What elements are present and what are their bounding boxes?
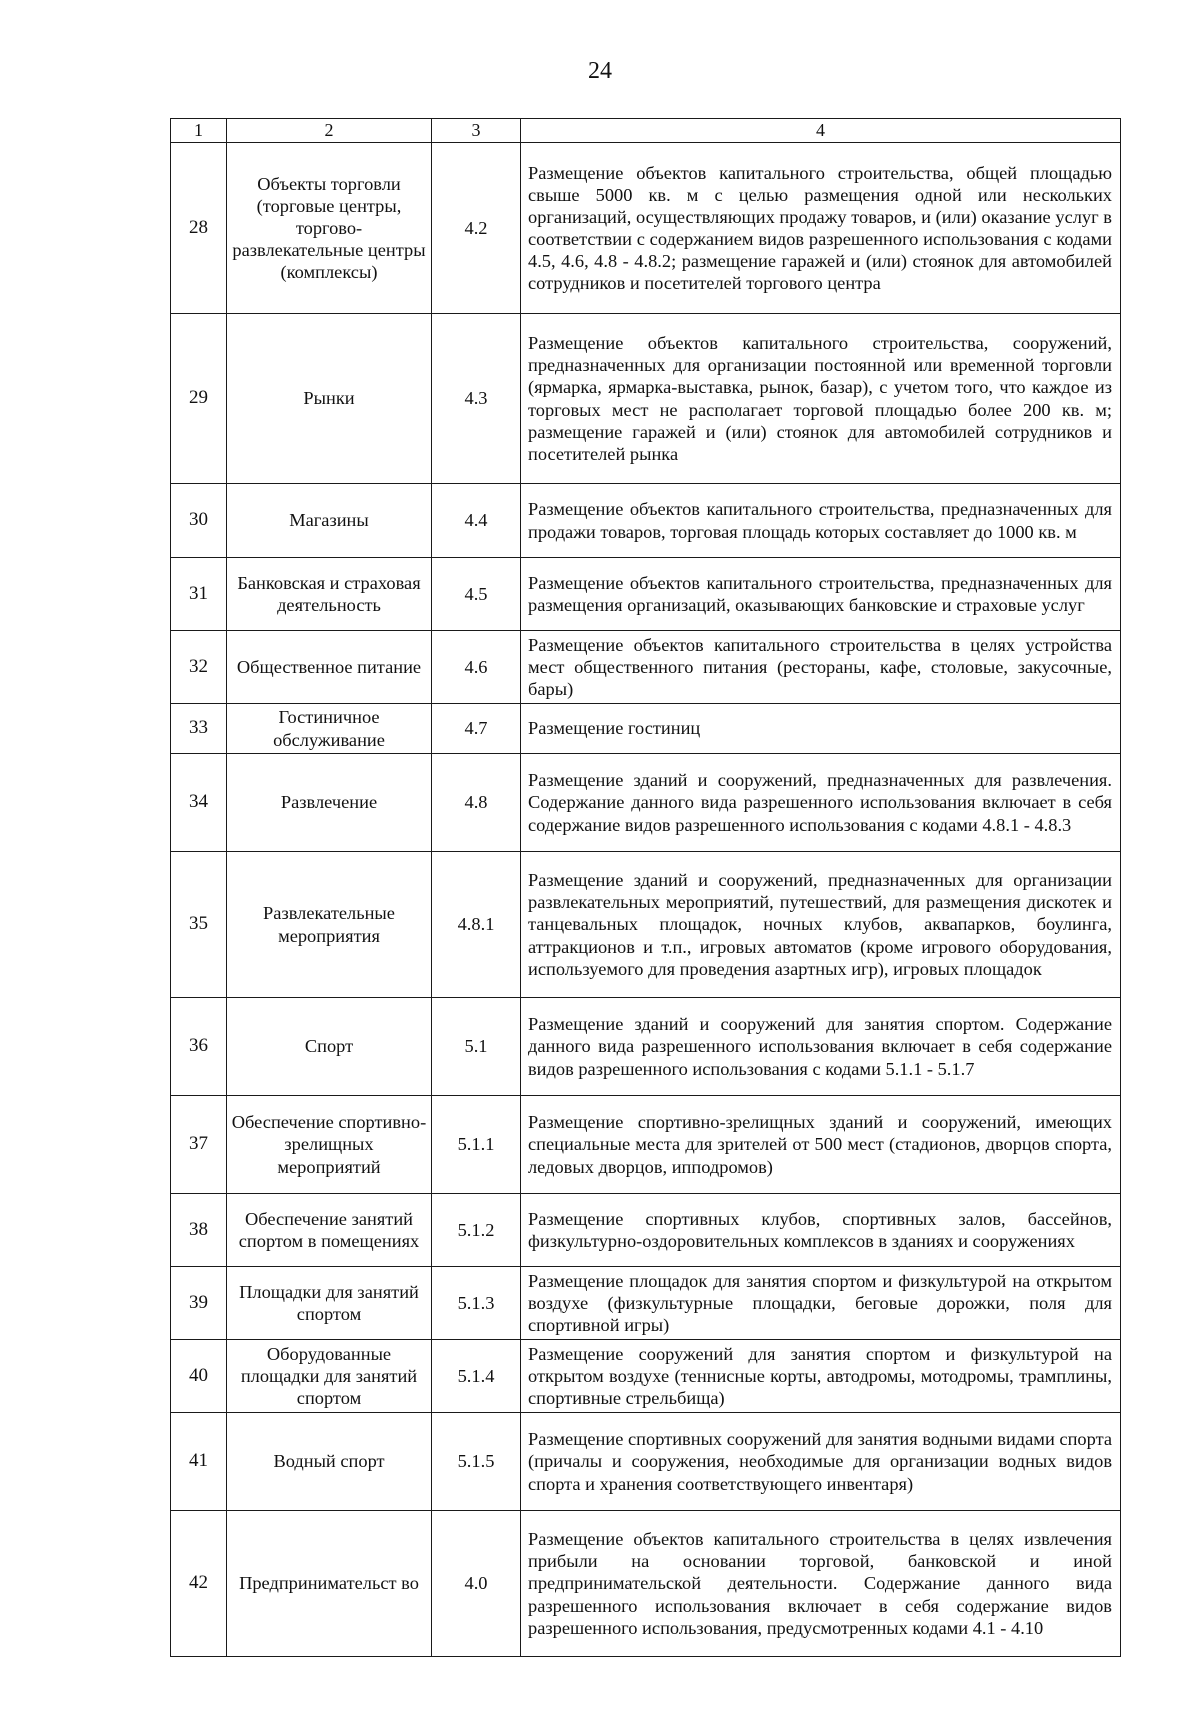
row-code: 4.0 [432,1511,521,1657]
table-row [171,143,1121,314]
column-header-code: 3 [432,119,521,143]
row-description: Размещение спортивных клубов, спортивных залов, бассейнов, физкультурно-оздоровительных комплексов в зданиях и сооружениях [521,1194,1121,1267]
land-use-table [170,118,1121,1657]
row-number: 41 [171,1413,227,1511]
row-description: Размещение объектов капитального строительства в целях устройства мест общественного питания (рестораны, кафе, столовые, закусочные, бары) [521,631,1121,704]
row-code: 5.1.1 [432,1096,521,1194]
row-number: 28 [171,143,227,314]
row-description: Размещение объектов капитального строительства, сооружений, предназначенных для организации постоянной или временной торговли (ярмарка, ярмарка-выставка, рынок, базар), с учетом того, что каждое из торговых мест не располагает торговой площадью более 200 кв. м; размещение гаражей и (или) стоянок для автомобилей сотрудников и посетителей рынка [521,314,1121,484]
row-code: 5.1.5 [432,1413,521,1511]
row-code: 4.8.1 [432,852,521,998]
column-header-name: 2 [227,119,432,143]
row-description: Размещение гостиниц [521,704,1121,754]
row-description: Размещение объектов капитального строительства, предназначенных для размещения организаций, оказывающих банковские и страховые услуг [521,558,1121,631]
row-code: 4.8 [432,754,521,852]
row-number: 30 [171,484,227,558]
row-description: Размещение сооружений для занятия спортом и физкультурой на открытом воздухе (теннисные корты, автодромы, мотодромы, трамплины, спортивные стрельбища) [521,1340,1121,1413]
row-number: 34 [171,754,227,852]
row-name: Предпринимательст во [227,1511,432,1657]
row-description: Размещение объектов капитального строительства, предназначенных для продажи товаров, торговая площадь которых составляет до 1000 кв. м [521,484,1121,558]
row-code: 4.3 [432,314,521,484]
row-number: 32 [171,631,227,704]
row-description: Размещение зданий и сооружений для занятия спортом. Содержание данного вида разрешенного использования включает в себя содержание видов разрешенного использования с кодами 5.1.1 - 5.1.7 [521,998,1121,1096]
row-name: Магазины [227,484,432,558]
row-number: 35 [171,852,227,998]
row-number: 33 [171,704,227,754]
table-row [171,1413,1121,1511]
row-name: Водный спорт [227,1413,432,1511]
row-name: Развлечение [227,754,432,852]
row-description: Размещение зданий и сооружений, предназначенных для развлечения. Содержание данного вида разрешенного использования включает в себя содержание видов разрешенного использования с кодами 4.8.1 - 4.8.3 [521,754,1121,852]
table-row [171,1340,1121,1413]
row-description: Размещение объектов капитального строительства в целях извлечения прибыли на основании торговой, банковской и иной предпринимательской деятельности. Содержание данного вида разрешенного использования включает в себя содержание видов разрешенного использования, предусмотренных кодами 4.1 - 4.10 [521,1511,1121,1657]
row-number: 29 [171,314,227,484]
table-row [171,998,1121,1096]
row-name: Объекты торговли (торговые центры, торгово-развлекательные центры (комплексы) [227,143,432,314]
row-code: 4.7 [432,704,521,754]
row-number: 31 [171,558,227,631]
table-row [171,558,1121,631]
row-code: 4.5 [432,558,521,631]
row-name: Обеспечение спортивно-зрелищных мероприятий [227,1096,432,1194]
table-row [171,631,1121,704]
table-row [171,314,1121,484]
table-row [171,754,1121,852]
row-description: Размещение спортивно-зрелищных зданий и сооружений, имеющих специальные места для зрителей от 500 мест (стадионов, дворцов спорта, ледовых дворцов, ипподромов) [521,1096,1121,1194]
row-number: 38 [171,1194,227,1267]
column-header-description: 4 [521,119,1121,143]
table-row [171,484,1121,558]
column-header-number: 1 [171,119,227,143]
row-name: Банковская и страховая деятельность [227,558,432,631]
page-number: 24 [588,58,612,84]
table-row [171,704,1121,754]
row-number: 40 [171,1340,227,1413]
table-row [171,1267,1121,1340]
row-description: Размещение спортивных сооружений для занятия водными видами спорта (причалы и сооружения, необходимые для организации водных видов спорта и хранения соответствующего инвентаря) [521,1413,1121,1511]
row-code: 5.1.4 [432,1340,521,1413]
row-number: 37 [171,1096,227,1194]
row-name: Обеспечение занятий спортом в помещениях [227,1194,432,1267]
row-name: Рынки [227,314,432,484]
row-description: Размещение площадок для занятия спортом и физкультурой на открытом воздухе (физкультурные площадки, беговые дорожки, поля для спортивной игры) [521,1267,1121,1340]
table-row [171,852,1121,998]
row-name: Общественное питание [227,631,432,704]
row-number: 42 [171,1511,227,1657]
row-name: Спорт [227,998,432,1096]
row-code: 4.6 [432,631,521,704]
row-code: 4.2 [432,143,521,314]
row-name: Развлекательные мероприятия [227,852,432,998]
table-row [171,1511,1121,1657]
row-name: Оборудованные площадки для занятий спортом [227,1340,432,1413]
table-row [171,1096,1121,1194]
row-description: Размещение объектов капитального строительства, общей площадью свыше 5000 кв. м с целью размещения одной или нескольких организаций, осуществляющих продажу товаров, и (или) оказание услуг в соответствии с содержанием видов разрешенного использования с кодами 4.5, 4.6, 4.8 - 4.8.2; размещение гаражей и (или) стоянок для автомобилей сотрудников и посетителей торгового центра [521,143,1121,314]
table-header-row [171,119,1121,143]
row-code: 4.4 [432,484,521,558]
row-number: 36 [171,998,227,1096]
row-name: Площадки для занятий спортом [227,1267,432,1340]
row-name: Гостиничное обслуживание [227,704,432,754]
row-number: 39 [171,1267,227,1340]
row-code: 5.1.3 [432,1267,521,1340]
row-code: 5.1.2 [432,1194,521,1267]
row-code: 5.1 [432,998,521,1096]
row-description: Размещение зданий и сооружений, предназначенных для организации развлекательных мероприятий, путешествий, для размещения дискотек и танцевальных площадок, ночных клубов, аквапарков, боулинга, аттракционов и т.п., игровых автоматов (кроме игрового оборудования, используемого для проведения азартных игр), игровых площадок [521,852,1121,998]
table-row [171,1194,1121,1267]
